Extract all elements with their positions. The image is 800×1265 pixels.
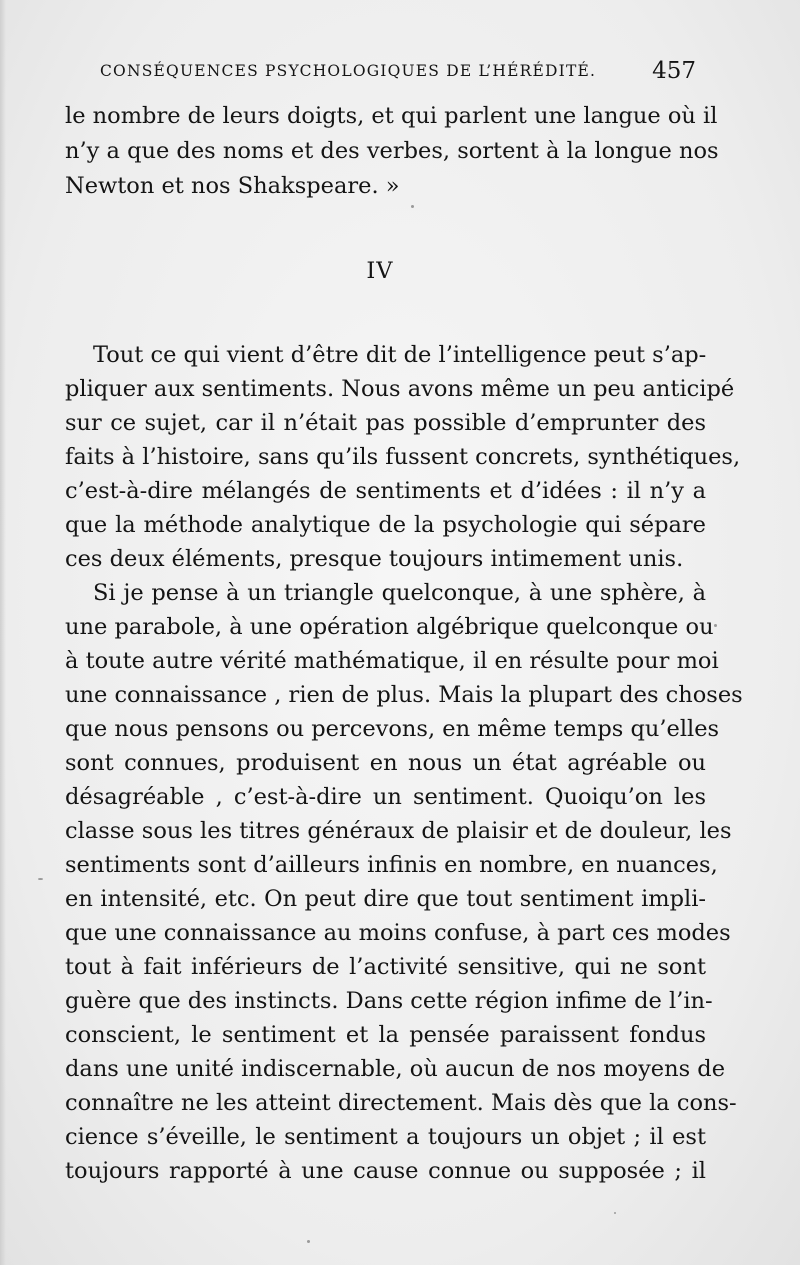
text-line: n’y a que des noms et des verbes, sortent à la longue nos — [65, 138, 719, 164]
page-edge-shadow — [0, 0, 6, 1265]
text-line: désagréable , c’est-à-dire un sentiment. Quoiqu’on les — [65, 784, 706, 810]
text-line: classe sous les titres généraux de plaisir et de douleur, les — [65, 818, 732, 844]
text-line: sont connues, produisent en nous un état agréable ou — [65, 750, 706, 776]
text-line: que nous pensons ou percevons, en même temps qu’elles — [65, 716, 720, 742]
paper-speck — [614, 1212, 616, 1214]
paper-speck — [411, 205, 414, 208]
text-line: le nombre de leurs doigts, et qui parlent une langue où il — [65, 103, 718, 129]
text-line: dans une unité indiscernable, où aucun de nos moyens de — [65, 1056, 726, 1082]
text-line: que une connaissance au moins confuse, à part ces modes — [65, 920, 731, 946]
text-line: sur ce sujet, car il n’était pas possible d’emprunter des — [65, 410, 706, 436]
text-line: faits à l’histoire, sans qu’ils fussent concrets, synthétiques, — [65, 444, 741, 470]
text-line: cience s’éveille, le sentiment a toujours un objet ; il est — [65, 1124, 706, 1150]
text-line: pliquer aux sentiments. Nous avons même un peu anticipé — [65, 376, 735, 402]
text-line: sentiments sont d’ailleurs infinis en nombre, en nuances, — [65, 852, 718, 878]
page-number: 457 — [652, 58, 696, 84]
text-line: que la méthode analytique de la psychologie qui sépare — [65, 512, 706, 538]
text-line: ces deux éléments, presque toujours intimement unis. — [65, 546, 684, 572]
section-number: IV — [366, 258, 394, 284]
text-line: une connaissance , rien de plus. Mais la plupart des choses — [65, 682, 743, 708]
text-line: en intensité, etc. On peut dire que tout sentiment impli- — [65, 886, 706, 912]
text-line: Newton et nos Shakspeare. » — [65, 173, 400, 199]
text-line: toujours rapporté à une cause connue ou supposée ; il — [65, 1158, 706, 1184]
text-line: connaître ne les atteint directement. Mais dès que la cons- — [65, 1090, 737, 1116]
text-line: une parabole, à une opération algébrique quelconque ou — [65, 614, 714, 640]
running-title: CONSÉQUENCES PSYCHOLOGIQUES DE L’HÉRÉDITÉ. — [100, 62, 597, 80]
text-line: guère que des instincts. Dans cette région infime de l’in- — [65, 988, 713, 1014]
text-line: conscient, le sentiment et la pensée paraissent fondus — [65, 1022, 706, 1048]
paper-speck — [714, 624, 717, 627]
text-line: à toute autre vérité mathématique, il en résulte pour moi — [65, 648, 719, 674]
paragraph-first-line: Tout ce qui vient d’être dit de l’intelligence peut s’ap- — [93, 342, 707, 368]
text-line: c’est-à-dire mélangés de sentiments et d’idées : il n’y a — [65, 478, 706, 504]
paragraph-first-line: Si je pense à un triangle quelconque, à une sphère, à — [93, 580, 706, 606]
paper-speck — [38, 878, 43, 880]
running-head — [100, 58, 700, 92]
text-line: tout à fait inférieurs de l’activité sensitive, qui ne sont — [65, 954, 706, 980]
paper-speck — [307, 1240, 310, 1243]
